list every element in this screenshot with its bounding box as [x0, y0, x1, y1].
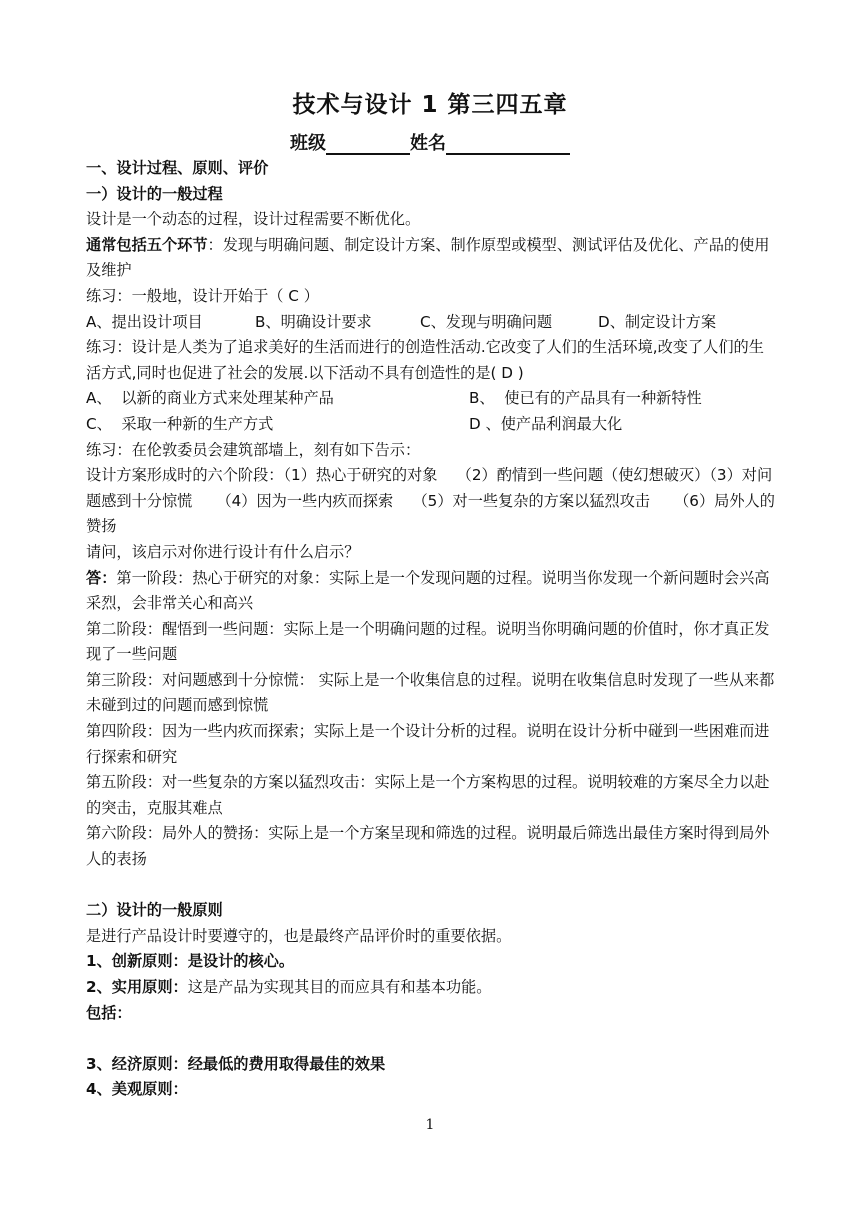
- principle-includes: 包括：: [86, 1003, 132, 1022]
- name-label: 姓名: [410, 133, 446, 154]
- principle-item: 1、创新原则：是设计的核心。: [86, 952, 295, 971]
- option-a: A、提出设计项目: [86, 312, 203, 331]
- spacer: [86, 873, 776, 899]
- principle-text: 这是产品为实现其目的而应具有和基本功能。: [187, 978, 492, 996]
- class-name-line: [0, 129, 860, 155]
- paragraph: 设计是一个动态的过程，设计过程需要不断优化。: [86, 210, 421, 229]
- answer-paragraph: [86, 566, 776, 617]
- principle-item: [86, 975, 776, 1001]
- document-body: [86, 156, 776, 1103]
- answer-paragraph: 第四阶段：因为一些内疚而探索；实际上是一个设计分析的过程。说明在设计分析中碰到一些困难而进行探索和研究: [86, 722, 770, 766]
- option-c: C、 采取一种新的生产方式: [86, 414, 274, 433]
- exercise-options: [86, 386, 776, 437]
- exercise-question: 练习：设计是人类为了追求美好的生活而进行的创造性活动.它改变了人们的生活环境,改变了人们的生活方式,同时也促进了社会的发展.以下活动不具有创造性的是( D ): [86, 338, 764, 382]
- option-c: C、发现与明确问题: [420, 312, 553, 331]
- exercise-ask: 请问，该启示对你进行设计有什么启示？: [86, 542, 360, 561]
- option-b: B、明确设计要求: [255, 312, 372, 331]
- exercise-options: [86, 310, 776, 336]
- option-d: D 、使产品利润最大化: [469, 414, 623, 433]
- answer-text: 第一阶段：热心于研究的对象：实际上是一个发现问题的过程。说明当你发现一个新问题时会兴高采烈，会非常关心和高兴: [86, 568, 770, 613]
- answer-paragraph: 第三阶段：对问题感到十分惊慌： 实际上是一个收集信息的过程。说明在收集信息时发现了一些从来都未碰到过的问题而感到惊慌: [86, 670, 775, 715]
- option-b: B、 使已有的产品具有一种新特性: [469, 389, 702, 408]
- name-blank[interactable]: [446, 133, 570, 155]
- principle-label: 2、实用原则：: [86, 978, 188, 996]
- subsection-heading: 一）设计的一般过程: [86, 184, 223, 203]
- class-label: 班级: [290, 133, 326, 154]
- exercise-question: 练习：一般地，设计开始于（ C ）: [86, 286, 319, 305]
- section-heading: 一、设计过程、原则、评价: [86, 159, 269, 177]
- answer-paragraph: 第六阶段：局外人的赞扬：实际上是一个方案呈现和筛选的过程。说明最后筛选出最佳方案时得到局外人的表扬: [86, 824, 770, 869]
- principle-item: 4、美观原则：: [86, 1080, 188, 1099]
- class-blank[interactable]: [326, 133, 410, 155]
- subsection-heading: 二）设计的一般原则: [86, 901, 223, 920]
- principle-item: 3、经济原则：经最低的费用取得最佳的效果: [86, 1054, 386, 1073]
- exercise-question: 练习：在伦敦委员会建筑部墙上，刻有如下告示：: [86, 440, 421, 459]
- option-d: D、制定设计方案: [598, 312, 717, 331]
- paragraph: [86, 233, 776, 284]
- option-a: A、 以新的商业方式来处理某种产品: [86, 389, 334, 408]
- answer-paragraph: 第五阶段：对一些复杂的方案以猛烈攻击：实际上是一个方案构思的过程。说明较难的方案尽全力以赴的突击，克服其难点: [86, 773, 770, 817]
- answer-paragraph: 第二阶段：醒悟到一些问题：实际上是一个明确问题的过程。说明当你明确问题的价值时，你才真正发现了一些问题: [86, 619, 770, 664]
- paragraph-text: ：发现与明确问题、制定设计方案、制作原型或模型、测试评估及优化、产品的使用及维护: [86, 235, 770, 280]
- exercise-text: 设计方案形成时的六个阶段：（1）热心于研究的对象 （2）酌情到一些问题（使幻想破灭）（3）对问题感到十分惊慌 （4）因为一些内疚而探索 （5）对一些复杂的方案以猛烈攻击 （6）局外人的赞扬: [86, 466, 775, 536]
- bold-lead: 通常包括五个环节: [86, 235, 208, 254]
- answer-label: 答：: [86, 568, 117, 587]
- spacer: [86, 1026, 776, 1052]
- document-title: 技术与设计 1 第三四五章: [292, 92, 568, 118]
- page-number: 1: [425, 1117, 435, 1133]
- paragraph: 是进行产品设计时要遵守的，也是最终产品评价时的重要依据。: [86, 926, 512, 945]
